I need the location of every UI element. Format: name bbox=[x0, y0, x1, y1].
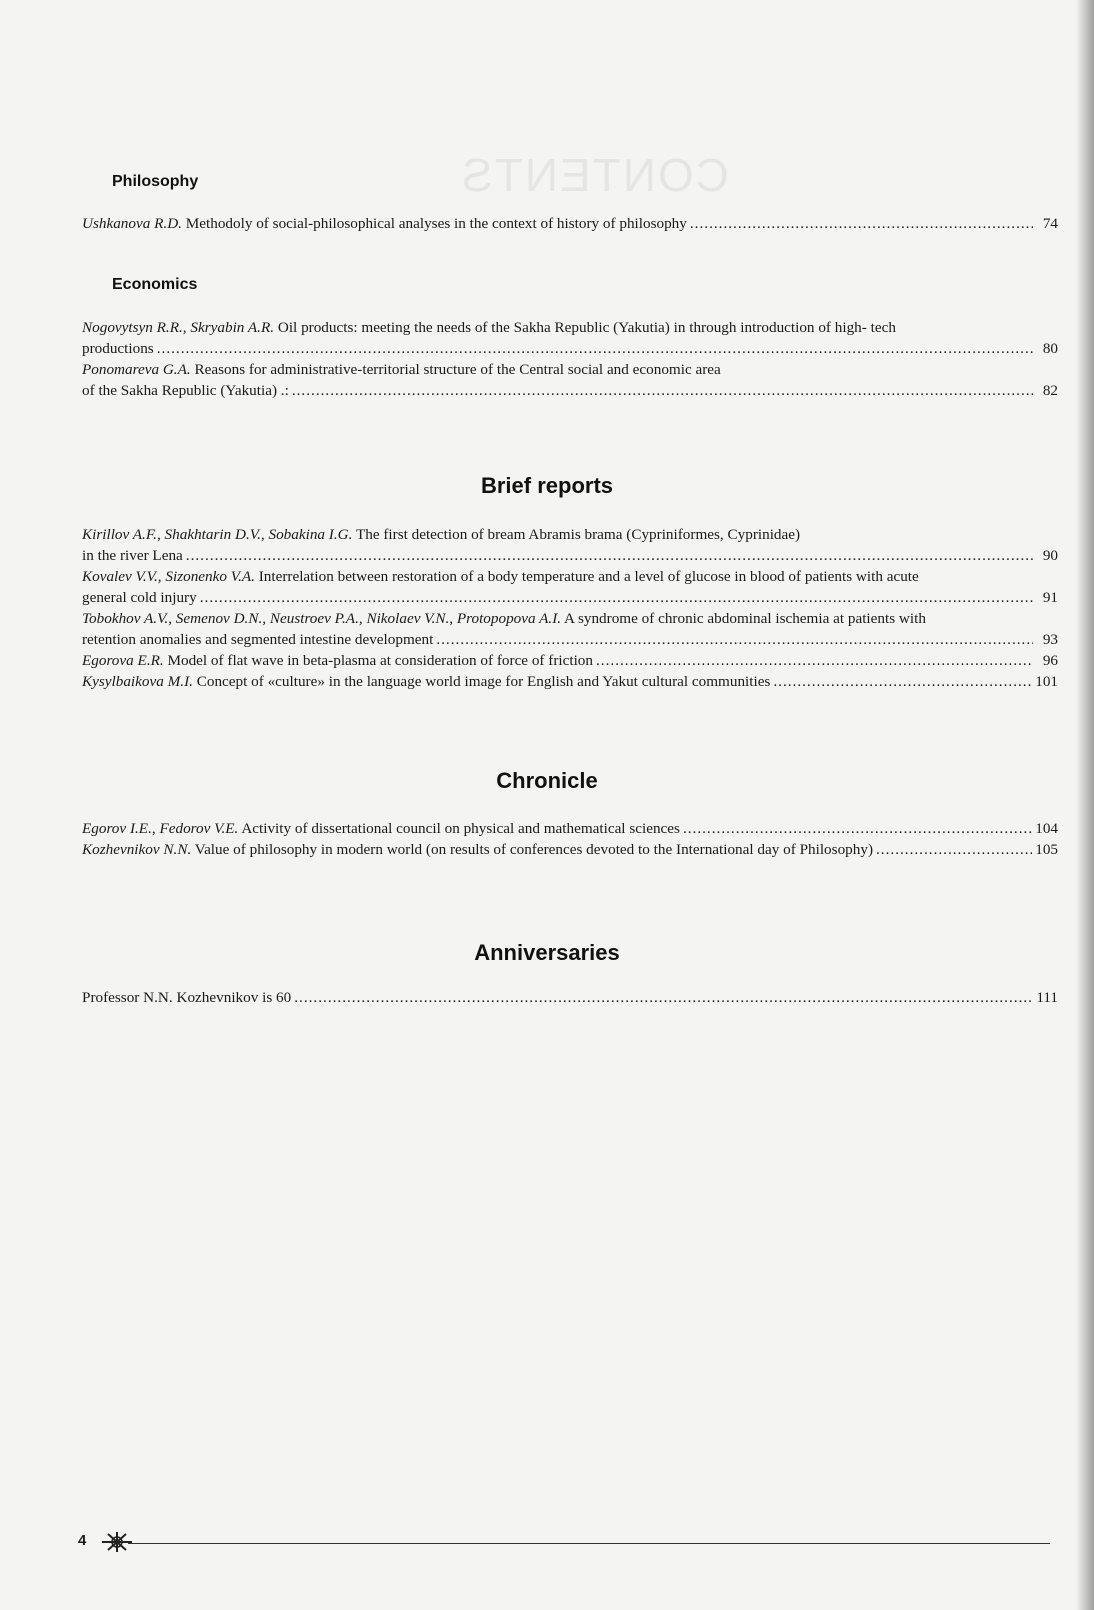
entry-authors: Ponomareva G.A. bbox=[82, 361, 191, 378]
section-heading-philosophy: Philosophy bbox=[112, 173, 199, 190]
entry-page: 74 bbox=[1042, 215, 1058, 232]
leader-dots bbox=[294, 987, 1033, 1008]
entry-title: Activity of dissertational council on physical and mathematical sciences bbox=[241, 820, 680, 837]
section-heading-anniversaries: Anniversaries bbox=[474, 940, 620, 965]
chronicle-list bbox=[82, 818, 1058, 860]
entry-title: Value of philosophy in modern world (on results of conferences devoted to the International day of Philosophy) bbox=[194, 841, 873, 858]
journal-logo-icon bbox=[100, 1528, 134, 1556]
philosophy-list bbox=[82, 213, 1058, 234]
toc-entry[interactable] bbox=[82, 987, 1058, 1008]
entry-authors: Tobokhov A.V., Semenov D.N., Neustroev P.A., Nikolaev V.N., Protopopova A.I. bbox=[82, 610, 562, 627]
entry-page: 90 bbox=[1042, 547, 1058, 564]
page-number: 4 bbox=[78, 1532, 87, 1549]
section-heading-brief-reports: Brief reports bbox=[480, 473, 614, 498]
entry-authors: Kovalev V.V., Sizonenko V.A. bbox=[82, 568, 255, 585]
entry-title-continued: productions bbox=[82, 340, 154, 357]
entry-authors: Kysylbaikova M.I. bbox=[82, 673, 193, 690]
leader-dots bbox=[200, 587, 1033, 608]
anniversaries-list bbox=[82, 987, 1058, 1008]
toc-entry[interactable] bbox=[82, 524, 1058, 566]
entry-title: Reasons for administrative-territorial structure of the Central social and economic area bbox=[194, 361, 721, 378]
entry-authors: Kirillov A.F., Shakhtarin D.V., Sobakina I.G. bbox=[82, 526, 353, 543]
toc-entry[interactable] bbox=[82, 818, 1058, 839]
entry-authors: Egorova E.R. bbox=[82, 652, 164, 669]
page-edge-shadow bbox=[1076, 0, 1094, 1610]
footer-rule bbox=[128, 1543, 1050, 1544]
leader-dots bbox=[436, 629, 1033, 650]
toc-entry[interactable] bbox=[82, 359, 1058, 401]
entry-page: 96 bbox=[1042, 652, 1058, 669]
section-heading-chronicle: Chronicle bbox=[496, 768, 598, 793]
entry-title-continued: in the river Lena bbox=[82, 547, 183, 564]
leader-dots bbox=[690, 213, 1033, 234]
toc-entry[interactable] bbox=[82, 213, 1058, 234]
entry-page: 91 bbox=[1042, 589, 1058, 606]
entry-authors: Egorov I.E., Fedorov V.E. bbox=[82, 820, 239, 837]
toc-entry[interactable] bbox=[82, 650, 1058, 671]
entry-authors: Kozhevnikov N.N. bbox=[82, 841, 192, 858]
toc-entry[interactable] bbox=[82, 839, 1058, 860]
entry-title: Professor N.N. Kozhevnikov is 60 bbox=[82, 989, 292, 1006]
leader-dots bbox=[596, 650, 1033, 671]
entry-page: 104 bbox=[1035, 820, 1058, 837]
leader-dots bbox=[773, 671, 1032, 692]
leader-dots bbox=[186, 545, 1033, 566]
entry-title-continued: retention anomalies and segmented intestine development bbox=[82, 631, 434, 648]
toc-entry[interactable] bbox=[82, 317, 1058, 359]
leader-dots bbox=[292, 380, 1033, 401]
entry-title-continued: general cold injury bbox=[82, 589, 197, 606]
entry-title: Methodoly of social-philosophical analyses in the context of history of philosophy bbox=[185, 215, 687, 232]
leader-dots bbox=[683, 818, 1032, 839]
entry-page: 80 bbox=[1042, 340, 1058, 357]
toc-entry[interactable] bbox=[82, 671, 1058, 692]
entry-page: 105 bbox=[1035, 841, 1058, 858]
entry-page: 111 bbox=[1036, 989, 1058, 1006]
bleed-through-title: CONTENTS bbox=[460, 149, 729, 201]
entry-page: 82 bbox=[1042, 382, 1058, 399]
entry-page: 93 bbox=[1042, 631, 1058, 648]
leader-dots bbox=[157, 338, 1033, 359]
entry-page: 101 bbox=[1035, 673, 1058, 690]
entry-title: Concept of «culture» in the language world image for English and Yakut cultural communities bbox=[196, 673, 771, 690]
entry-title: Oil products: meeting the needs of the Sakha Republic (Yakutia) in through introduction of high- tech bbox=[277, 319, 896, 336]
section-heading-economics: Economics bbox=[112, 276, 198, 293]
economics-list bbox=[82, 317, 1058, 401]
entry-title: Model of flat wave in beta-plasma at consideration of force of friction bbox=[167, 652, 593, 669]
toc-entry[interactable] bbox=[82, 608, 1058, 650]
entry-title: Interrelation between restoration of a body temperature and a level of glucose in blood of patients with acute bbox=[258, 568, 919, 585]
entry-title: A syndrome of chronic abdominal ischemia at patients with bbox=[564, 610, 926, 627]
entry-authors: Ushkanova R.D. bbox=[82, 215, 182, 232]
brief-reports-list bbox=[82, 524, 1058, 692]
leader-dots bbox=[876, 839, 1032, 860]
entry-first-line bbox=[82, 317, 1058, 338]
entry-title-continued: of the Sakha Republic (Yakutia) .: bbox=[82, 382, 289, 399]
entry-authors: Nogovytsyn R.R., Skryabin A.R. bbox=[82, 319, 275, 336]
toc-entry[interactable] bbox=[82, 566, 1058, 608]
entry-title: The first detection of bream Abramis brama (Cypriniformes, Cyprinidae) bbox=[355, 526, 801, 543]
